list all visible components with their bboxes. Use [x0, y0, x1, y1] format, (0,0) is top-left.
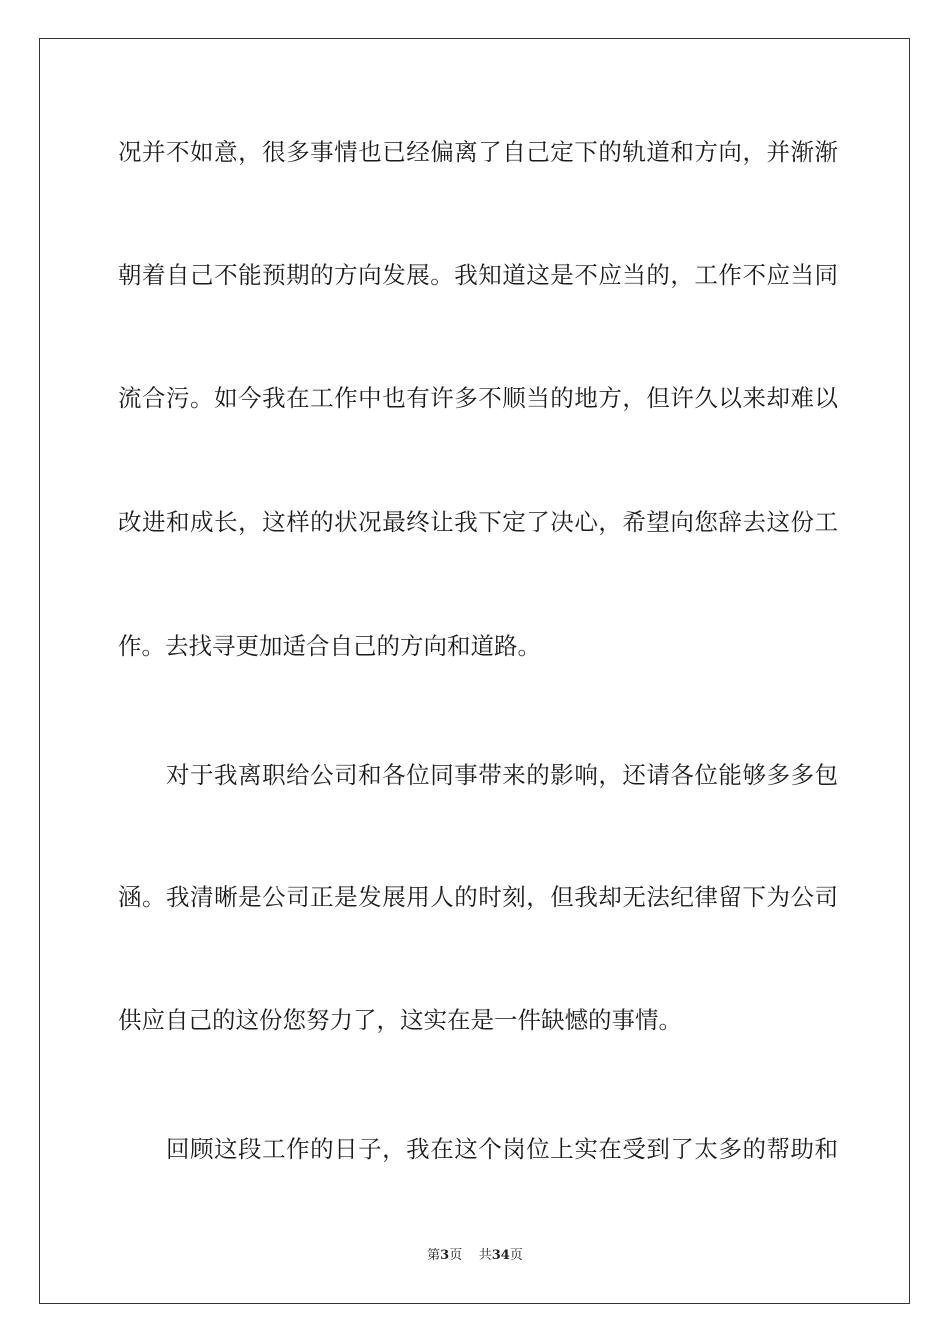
footer-total-prefix: 共: [478, 1248, 492, 1263]
page-footer: [0, 1247, 950, 1265]
body-line-2: 朝着自己不能预期的方向发展。我知道这是不应当的，工作不应当同: [118, 261, 838, 289]
body-line-3: 流合污。如今我在工作中也有许多不顺当的地方，但许久以来却难以: [118, 384, 838, 412]
footer-total-pages: 34: [491, 1248, 510, 1263]
footer-page-number: 3: [440, 1248, 450, 1263]
footer-page-prefix: 第: [427, 1248, 441, 1263]
body-line-1: 况并不如意，很多事情也已经偏离了自己定下的轨道和方向，并渐渐: [118, 138, 838, 166]
footer-page-suffix: 页: [449, 1248, 463, 1263]
body-line-7: 涵。我清晰是公司正是发展用人的时刻，但我却无法纪律留下为公司: [118, 883, 838, 911]
footer-total-suffix: 页: [509, 1248, 523, 1263]
body-line-4: 改进和成长，这样的状况最终让我下定了决心，希望向您辞去这份工: [118, 508, 838, 536]
body-line-6: 对于我离职给公司和各位同事带来的影响，还请各位能够多多包: [166, 761, 838, 789]
page-border: [39, 38, 910, 1304]
body-line-8: 供应自己的这份您努力了，这实在是一件缺憾的事情。: [118, 1006, 682, 1034]
body-line-9: 回顾这段工作的日子，我在这个岗位上实在受到了太多的帮助和: [166, 1135, 838, 1163]
body-line-5: 作。去找寻更加适合自己的方向和道路。: [118, 632, 541, 660]
